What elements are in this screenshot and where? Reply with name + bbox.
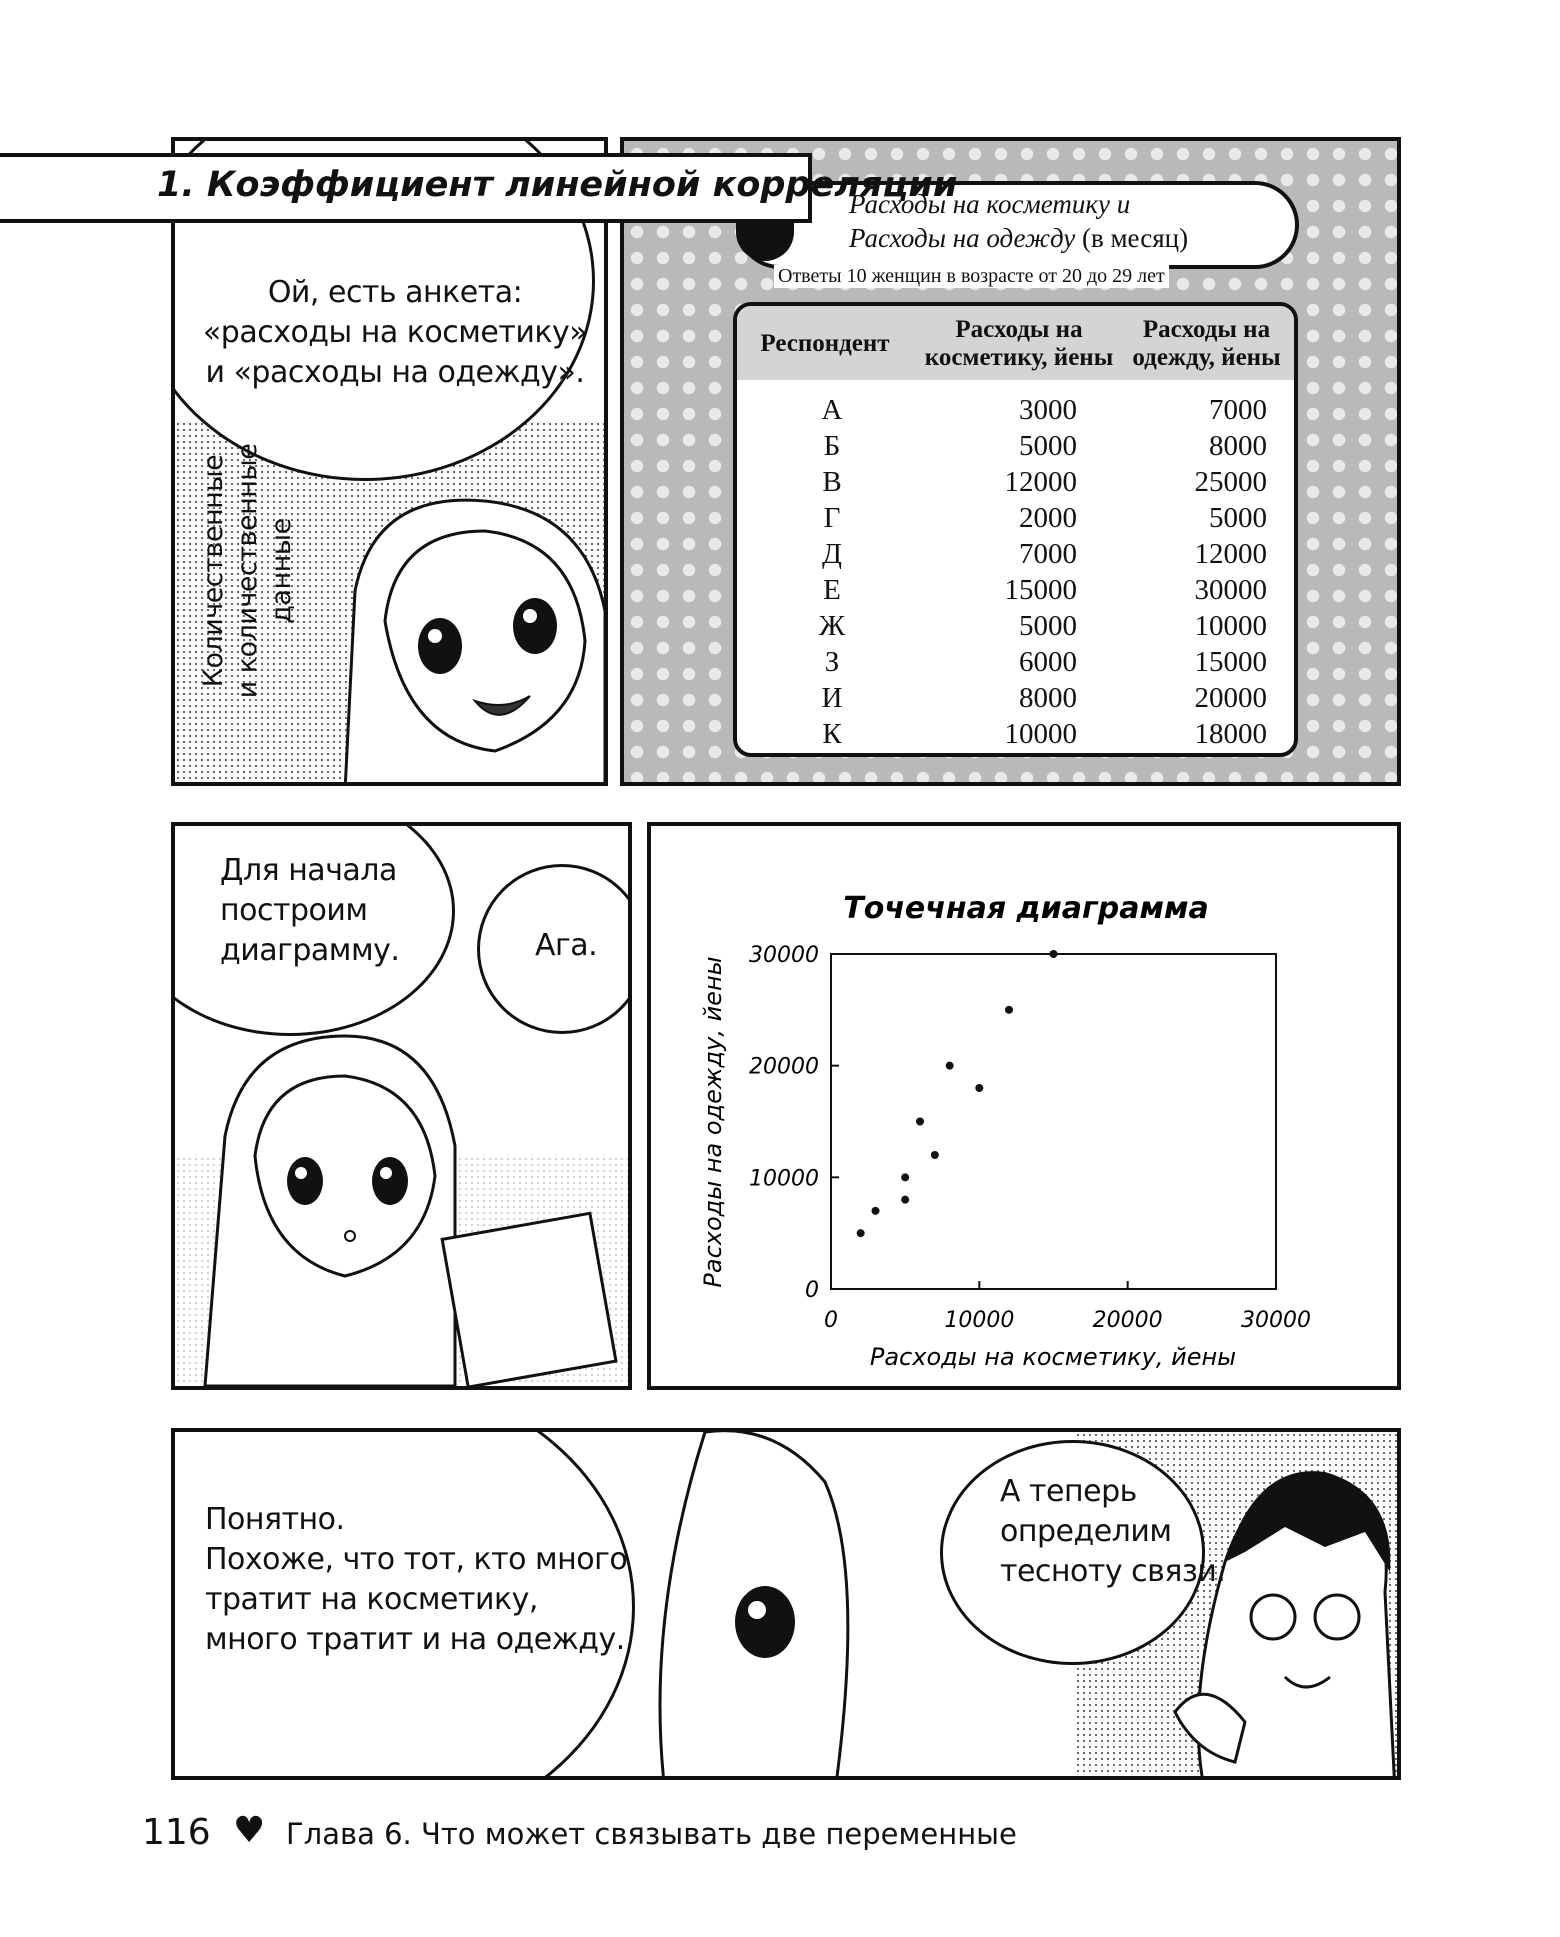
side-note-line: данные xyxy=(266,518,297,624)
table-cell-respondent: А xyxy=(821,394,843,426)
scatter-point xyxy=(946,1062,954,1070)
speech-line: построим xyxy=(220,893,368,928)
scatter-point xyxy=(901,1196,909,1204)
section-title: 1. Коэффициент линейной корреляции xyxy=(157,165,958,205)
y-tick-label: 30000 xyxy=(749,943,819,968)
side-note-line: и количественные xyxy=(232,443,263,699)
table-cell-respondent: Г xyxy=(823,502,841,534)
y-tick-label: 20000 xyxy=(749,1054,819,1080)
panel-5 xyxy=(171,1428,1401,1780)
speech-line: Похоже, что тот, кто много xyxy=(205,1542,628,1577)
header-line: одежду, йены xyxy=(1132,344,1281,371)
y-axis-label: Расходы на одежду, йены xyxy=(699,956,727,1288)
scatter-point xyxy=(931,1151,939,1159)
header-line: Расходы на xyxy=(955,316,1083,343)
chapter-title: Глава 6. Что может связывать две переменные xyxy=(286,1817,1017,1851)
x-tick-label: 30000 xyxy=(1241,1308,1311,1333)
table-cell-respondent: З xyxy=(824,646,840,678)
table-cell-clothes: 8000 xyxy=(1209,430,1267,462)
table-cell-clothes: 12000 xyxy=(1194,538,1267,570)
table-cell-cosmetics: 8000 xyxy=(1019,682,1077,714)
chart-title: Точечная диаграмма xyxy=(843,891,1209,926)
panel-1 xyxy=(171,137,608,786)
plot-area xyxy=(831,954,1276,1289)
page-number: 116 xyxy=(142,1812,211,1853)
table-cell-clothes: 5000 xyxy=(1209,502,1267,534)
scatter-chart xyxy=(651,826,1397,1386)
table-cell-cosmetics: 3000 xyxy=(1019,394,1077,426)
table-cell-clothes: 10000 xyxy=(1194,610,1267,642)
speech-text-3-right: Ага. xyxy=(535,928,598,963)
x-tick-label: 20000 xyxy=(1092,1308,1163,1333)
speech-text-5-right xyxy=(1000,1472,1225,1592)
scatter-point xyxy=(916,1118,924,1126)
table-cell-clothes: 18000 xyxy=(1194,718,1267,750)
table-cell-cosmetics: 7000 xyxy=(1019,538,1077,570)
speech-text-5-left xyxy=(205,1500,627,1660)
table-cell-respondent: Е xyxy=(823,574,841,606)
speech-line: Ой, есть анкета: xyxy=(267,275,523,310)
header-respondent: Респондент xyxy=(760,330,890,357)
table-title-line-2: Расходы на одежду (в месяц) xyxy=(849,223,1189,253)
speech-line: «расходы на косметику» xyxy=(202,315,588,350)
scatter-point xyxy=(901,1173,909,1181)
table-cell-cosmetics: 5000 xyxy=(1019,610,1077,642)
panel-4-chart xyxy=(647,822,1401,1390)
header-clothes xyxy=(1114,316,1298,372)
scatter-point xyxy=(857,1229,865,1237)
table-cell-cosmetics: 5000 xyxy=(1019,430,1077,462)
speech-line: диаграмму. xyxy=(220,933,400,968)
girl-illustration xyxy=(185,1006,625,1386)
table-cell-clothes: 7000 xyxy=(1209,394,1267,426)
table-cell-respondent: Б xyxy=(823,430,841,462)
table-cell-clothes: 15000 xyxy=(1194,646,1267,678)
speech-line: много тратит и на одежду. xyxy=(205,1622,625,1657)
table-cell-cosmetics: 6000 xyxy=(1019,646,1077,678)
speech-line: и «расходы на одежду». xyxy=(205,355,585,390)
scatter-point xyxy=(975,1084,983,1092)
scatter-point xyxy=(872,1207,880,1215)
y-tick-label: 10000 xyxy=(749,1166,819,1192)
table-subtitle: Ответы 10 женщин в возрасте от 20 до 29 лет xyxy=(774,265,1169,288)
speech-line: Для начала xyxy=(220,853,397,888)
table-cell-cosmetics: 10000 xyxy=(1004,718,1077,750)
y-tick-label: 0 xyxy=(805,1278,819,1303)
scatter-point xyxy=(1050,950,1058,958)
table-title-line-1: Расходы на косметику и xyxy=(849,189,1131,219)
table-cell-cosmetics: 15000 xyxy=(1004,574,1077,606)
table-cell-respondent: Ж xyxy=(819,610,845,642)
section-title-banner xyxy=(0,153,958,223)
panel-3 xyxy=(171,822,632,1390)
table-cell-clothes: 30000 xyxy=(1194,574,1267,606)
speech-text-3-left xyxy=(220,851,450,971)
side-note-line: Количественные xyxy=(198,454,229,688)
table-cell-clothes: 20000 xyxy=(1194,682,1267,714)
x-tick-label: 10000 xyxy=(944,1308,1015,1333)
speech-line: определим xyxy=(1000,1514,1172,1549)
table-cell-respondent: Д xyxy=(822,538,842,570)
scatter-point xyxy=(1005,1006,1013,1014)
header-line: косметику, йены xyxy=(924,344,1114,371)
x-axis-label: Расходы на косметику, йены xyxy=(869,1343,1237,1371)
table-cell-clothes: 25000 xyxy=(1194,466,1267,498)
speech-line: тратит на косметику, xyxy=(205,1582,538,1617)
table-cell-respondent: И xyxy=(821,682,843,714)
speech-line: Понятно. xyxy=(205,1502,345,1537)
side-note xyxy=(197,361,299,781)
table-cell-respondent: К xyxy=(822,718,842,750)
table-cell-respondent: В xyxy=(822,466,842,498)
table-cell-cosmetics: 12000 xyxy=(1004,466,1077,498)
heart-icon: ♥ xyxy=(233,1810,266,1851)
speech-line: А теперь xyxy=(1000,1474,1137,1509)
speech-line: тесноту связи. xyxy=(1000,1554,1226,1589)
girl-illustration xyxy=(335,471,608,786)
header-cosmetics xyxy=(919,316,1119,372)
x-tick-label: 0 xyxy=(824,1308,838,1333)
data-table xyxy=(733,302,1298,757)
header-line: Расходы на xyxy=(1142,316,1271,343)
table-cell-cosmetics: 2000 xyxy=(1019,502,1077,534)
